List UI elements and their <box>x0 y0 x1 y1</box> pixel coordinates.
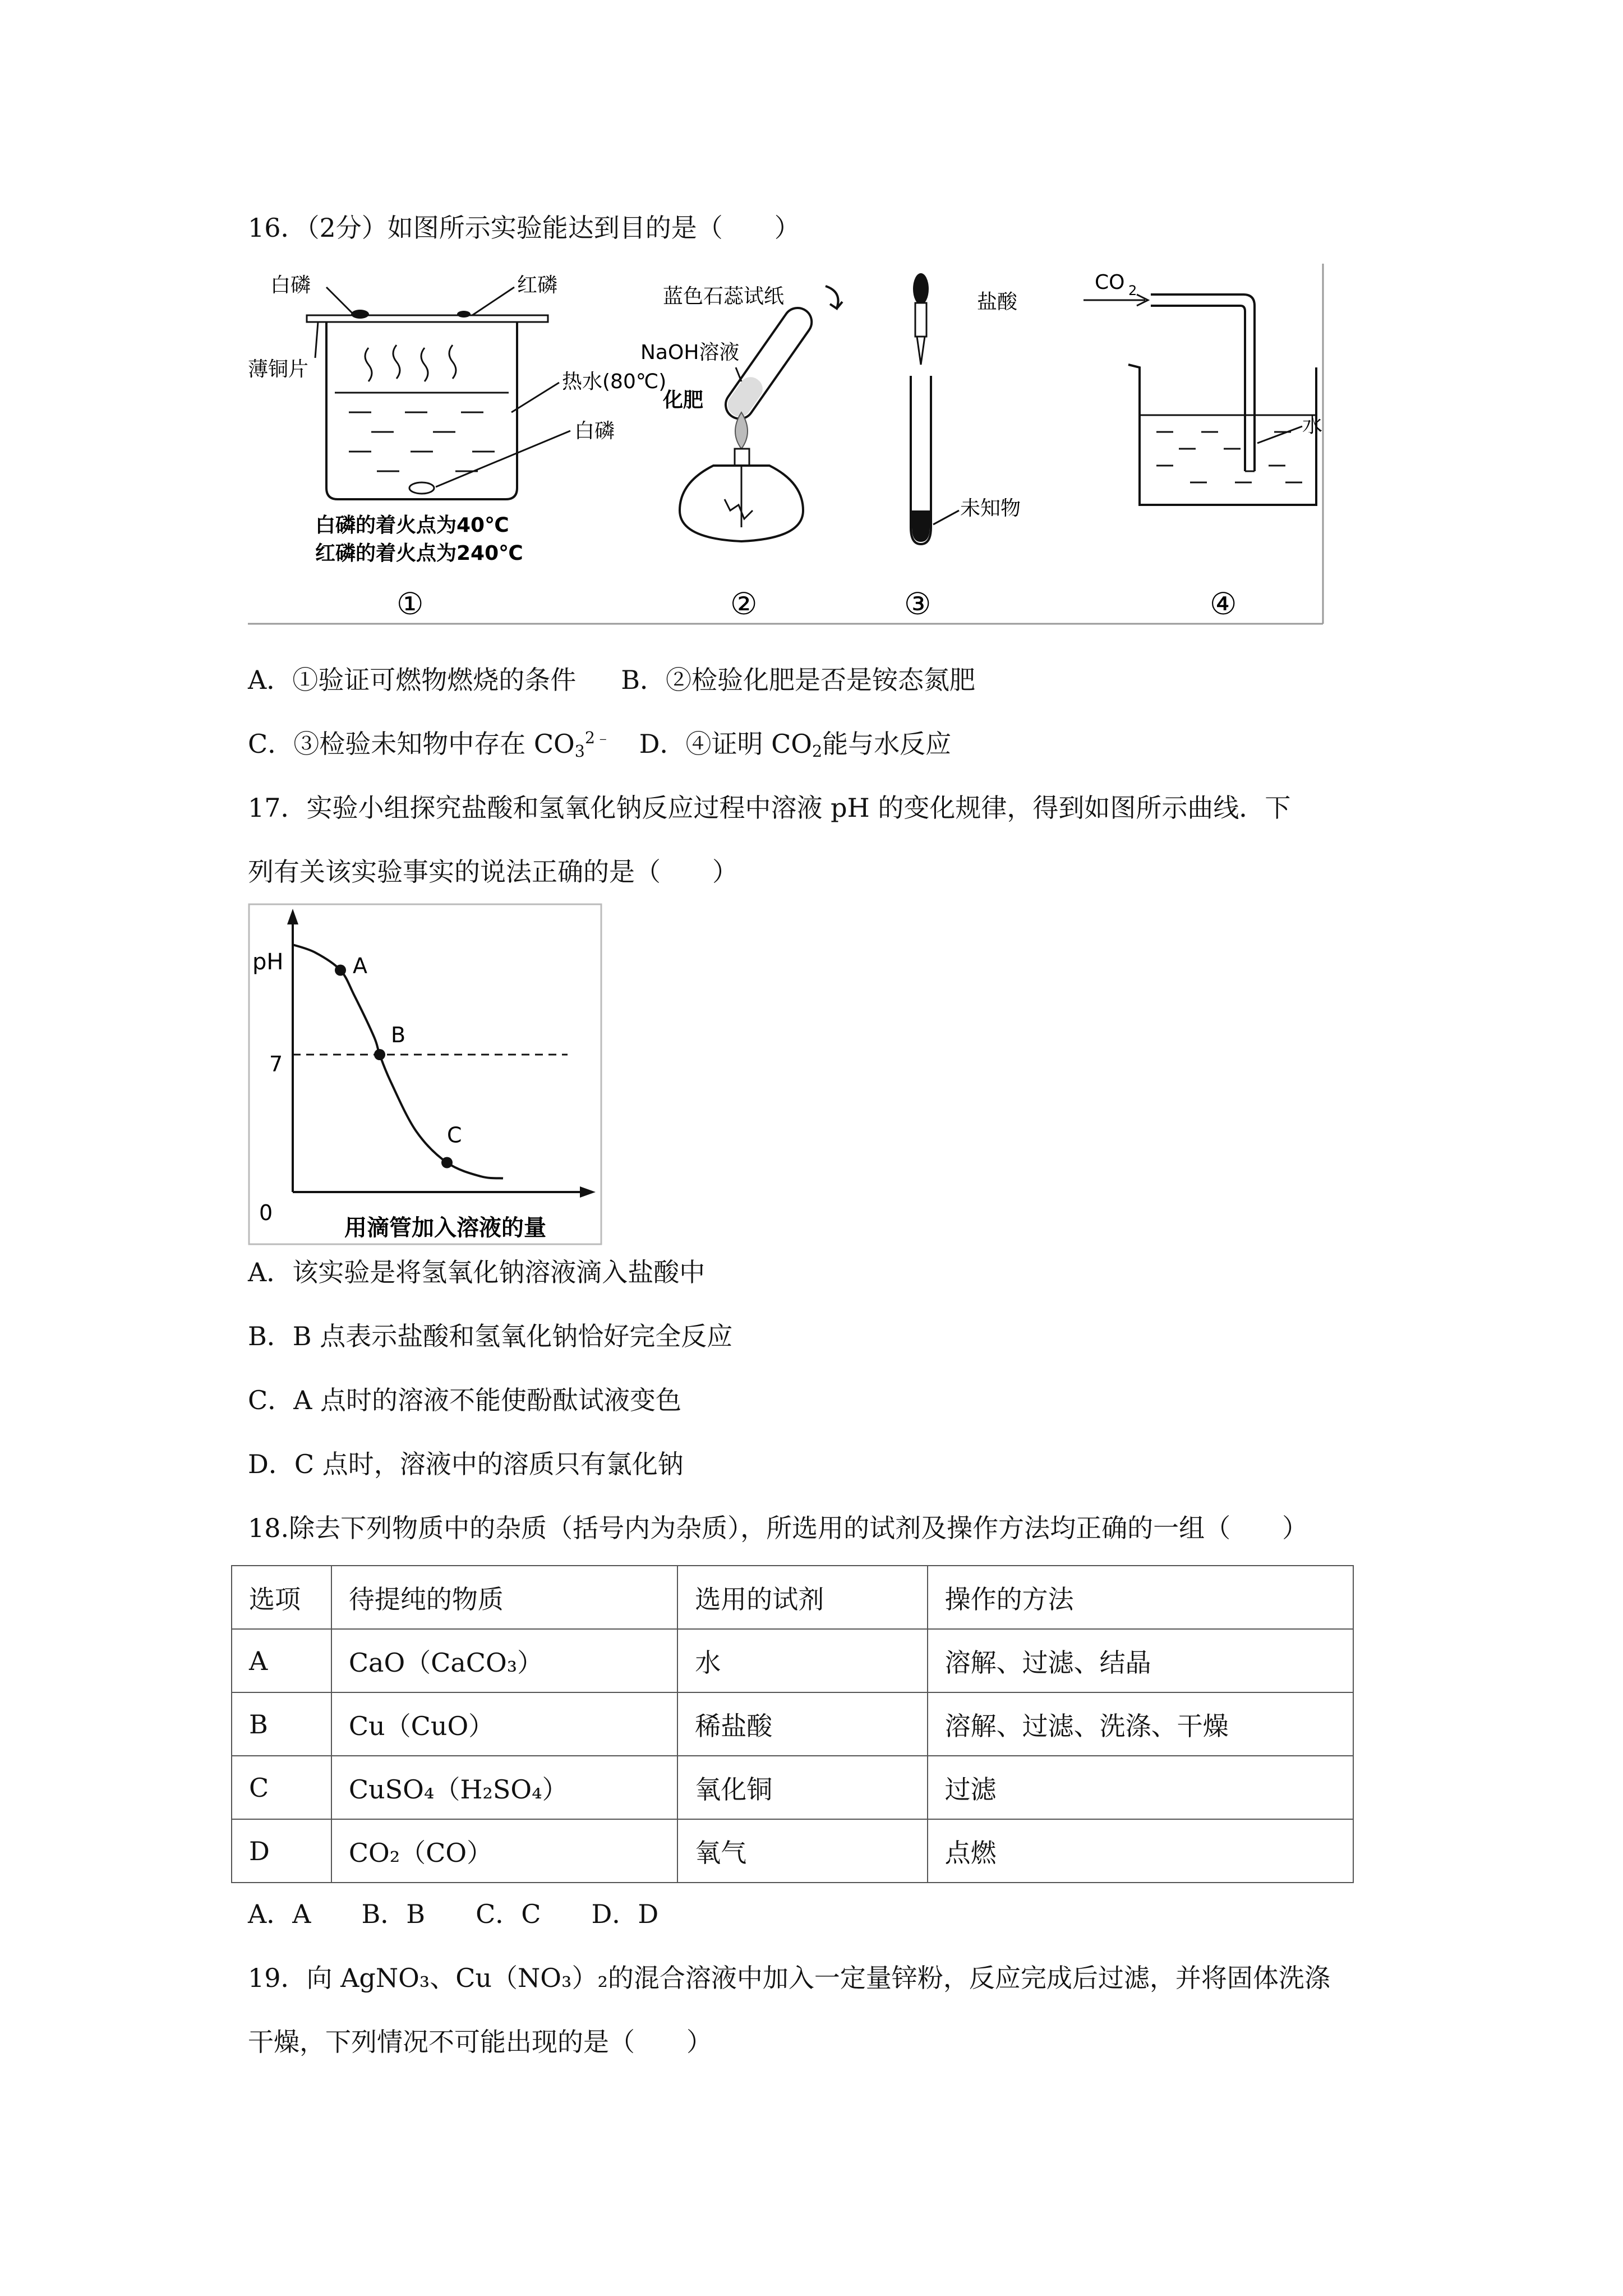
cell-method: 过滤 <box>928 1756 1353 1819</box>
header-method: 操作的方法 <box>928 1566 1353 1629</box>
point-b <box>374 1049 385 1060</box>
table-row <box>232 1692 1353 1756</box>
cell-substance: Cu（CuO） <box>331 1692 677 1756</box>
q19-stem-line1: 19．向 AgNO₃、Cu（NO₃）₂的混合溶液中加入一定量锌粉，反应完成后过滤，并将固体洗涤 <box>248 1963 1330 1993</box>
q16-options-row1 <box>248 663 975 697</box>
q17-ph-chart <box>248 903 602 1245</box>
exp2-apparatus <box>640 285 842 622</box>
cell-method: 溶解、过滤、结晶 <box>928 1629 1353 1692</box>
beaker-4 <box>1128 365 1316 505</box>
exp2-label-litmus: 蓝色石蕊试纸 <box>663 285 785 308</box>
exp1-label-hot-water: 热水(80℃) <box>562 370 667 393</box>
exp4-label-water: 水 <box>1302 414 1323 437</box>
cell-reagent: 氧化铜 <box>677 1756 927 1819</box>
q18-table <box>231 1565 1354 1883</box>
table-row <box>232 1756 1353 1819</box>
dropper-bulb <box>913 273 929 305</box>
header-option: 选项 <box>232 1566 331 1629</box>
q18-answers <box>248 1897 658 1931</box>
red-phosphorus <box>457 311 471 318</box>
q18-answer-a[interactable]: A．A <box>248 1899 311 1929</box>
q16-figure <box>248 264 1325 625</box>
exp2-label-naoh: NaOH溶液 <box>640 341 740 364</box>
exp1-note2: 红磷的着火点为240℃ <box>315 542 523 565</box>
exp3-number: ③ <box>904 586 932 622</box>
table-header-row <box>232 1566 1353 1629</box>
exp2-number: ② <box>730 586 758 622</box>
x-axis-label: 用滴管加入溶液的量 <box>344 1215 546 1241</box>
table-row <box>232 1819 1353 1883</box>
cell-option: C <box>232 1756 331 1819</box>
cell-reagent: 氧气 <box>677 1819 927 1883</box>
beaker-1 <box>326 322 517 499</box>
header-substance: 待提纯的物质 <box>331 1566 677 1629</box>
exp4-label-co2: CO <box>1095 271 1125 294</box>
point-label-b: B <box>391 1023 406 1047</box>
q17-option-d[interactable]: D．C 点时，溶液中的溶质只有氯化钠 <box>248 1449 684 1479</box>
q17-stem-line1: 17．实验小组探究盐酸和氢氧化钠反应过程中溶液 pH 的变化规律，得到如图所示曲线．下 <box>248 793 1291 823</box>
q17-option-c[interactable]: C．A 点时的溶液不能使酚酞试液变色 <box>248 1385 682 1415</box>
q18-stem: 18.除去下列物质中的杂质（括号内为杂质），所选用的试剂及操作方法均正确的一组（ ） <box>248 1513 1308 1543</box>
y-axis-label: pH <box>252 949 284 975</box>
cell-option: D <box>232 1819 331 1883</box>
point-a <box>335 965 346 976</box>
copper-plate <box>307 315 548 322</box>
origin-label: 0 <box>259 1200 273 1225</box>
exp1-number: ① <box>396 586 424 622</box>
exp1-apparatus <box>248 274 666 622</box>
point-label-c: C <box>447 1122 462 1148</box>
q19-stem-line2: 干燥，下列情况不可能出现的是（ ） <box>248 2027 712 2057</box>
cell-reagent: 稀盐酸 <box>677 1692 927 1756</box>
q17-option-b[interactable]: B．B 点表示盐酸和氢氧化钠恰好完全反应 <box>248 1321 733 1351</box>
cell-option: A <box>232 1629 331 1692</box>
point-label-a: A <box>353 953 367 978</box>
exp4-apparatus <box>1083 271 1322 622</box>
cell-reagent: 水 <box>677 1629 927 1692</box>
q16-options-row2 <box>248 727 951 761</box>
exp4-number: ④ <box>1210 586 1237 622</box>
point-c <box>441 1157 453 1168</box>
white-phosphorus-top <box>351 310 369 319</box>
exp4-label-co2-sub: 2 <box>1128 283 1137 298</box>
exp2-label-fert: 化肥 <box>663 389 704 412</box>
cell-method: 点燃 <box>928 1819 1353 1883</box>
exp3-apparatus <box>904 273 1021 622</box>
q16-option-b[interactable]: B．②检验化肥是否是铵态氮肥 <box>621 665 976 695</box>
q18-answer-d[interactable]: D．D <box>591 1899 659 1929</box>
q16-option-c[interactable]: C．③检验未知物中存在 $CO_3^{2﹣}$ <box>248 728 611 761</box>
q16-option-d[interactable]: D．④证明 $CO_2$能与水反应 <box>639 729 952 761</box>
cell-method: 溶解、过滤、洗涤、干燥 <box>928 1692 1353 1756</box>
cell-substance: CO₂（CO） <box>331 1819 677 1883</box>
header-reagent: 选用的试剂 <box>677 1566 927 1629</box>
exp3-label-unknown: 未知物 <box>960 497 1021 520</box>
q18-answer-b[interactable]: B．B <box>361 1899 426 1929</box>
q17-option-a[interactable]: A．该实验是将氢氧化钠溶液滴入盐酸中 <box>248 1257 706 1287</box>
exp1-note1: 白磷的着火点为40℃ <box>315 514 509 537</box>
exp1-label-copper: 薄铜片 <box>248 358 309 381</box>
cell-option: B <box>232 1692 331 1756</box>
q16-stem: 16．（2分）如图所示实验能达到目的是（ ） <box>248 213 800 243</box>
cell-substance: CaO（CaCO₃） <box>331 1629 677 1692</box>
exp3-label-acid: 盐酸 <box>977 291 1018 314</box>
exp1-label-red-p: 红磷 <box>517 274 558 297</box>
exp1-label-white-p-bottom: 白磷 <box>574 420 615 443</box>
q18-answer-c[interactable]: C．C <box>476 1899 541 1929</box>
exp1-label-white-p-top: 白磷 <box>270 274 311 297</box>
table-row <box>232 1629 1353 1692</box>
y-tick-7: 7 <box>269 1052 283 1076</box>
white-phosphorus-bottom <box>409 482 434 494</box>
q16-option-a[interactable]: A．①验证可燃物燃烧的条件 <box>248 665 577 695</box>
curved-arrow-icon <box>826 286 842 309</box>
cell-substance: CuSO₄（H₂SO₄） <box>331 1756 677 1819</box>
q17-stem-line2: 列有关该实验事实的说法正确的是（ ） <box>248 857 738 887</box>
